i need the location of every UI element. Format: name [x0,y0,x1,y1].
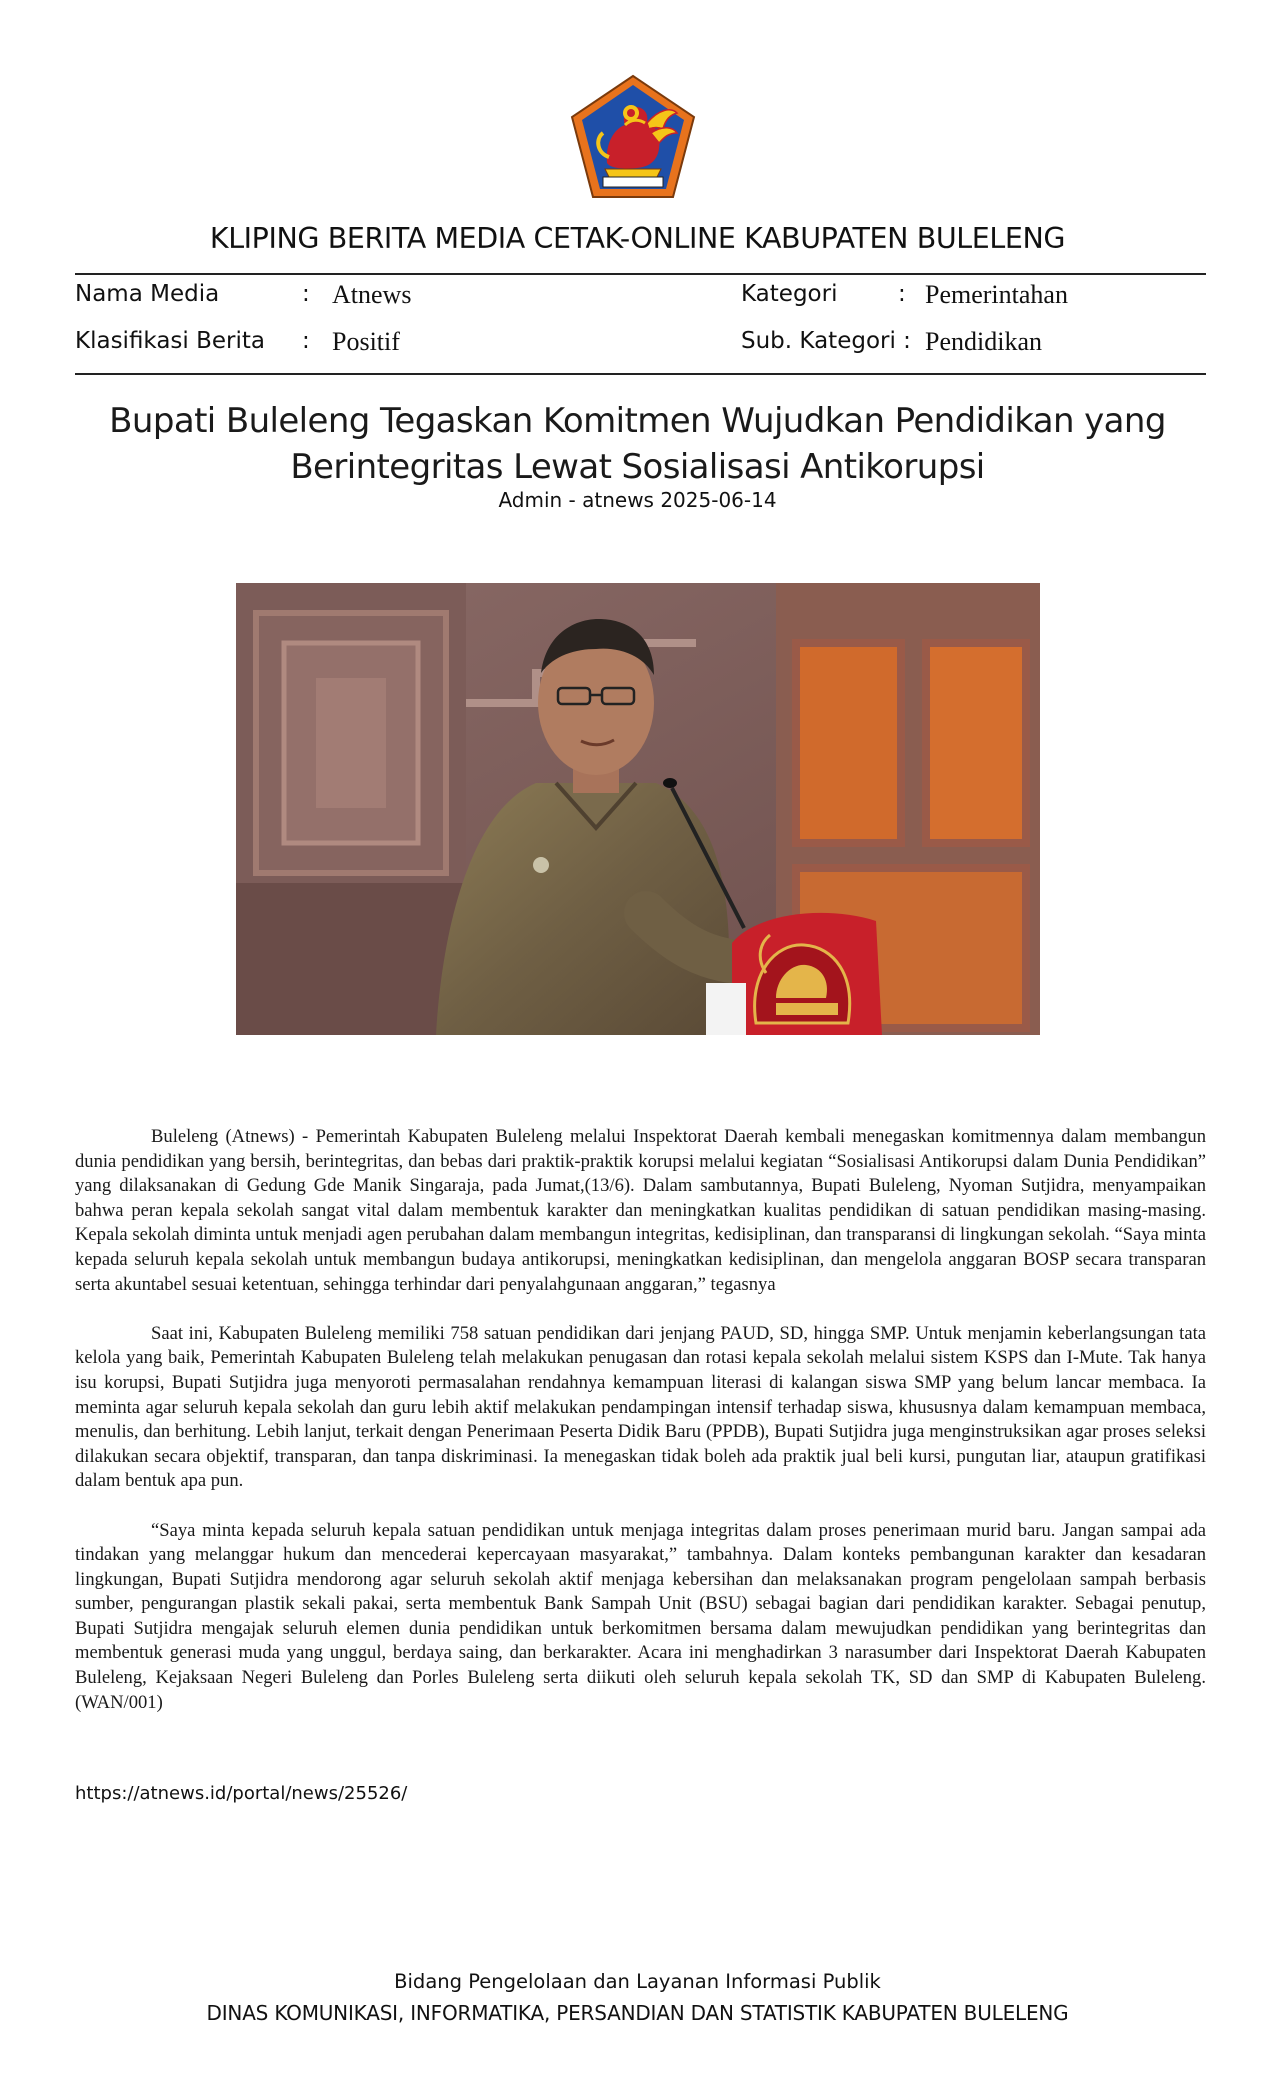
media-value: Atnews [332,280,412,309]
article-paragraph-2: Saat ini, Kabupaten Buleleng memiliki 758 satuan pendidikan dari jenjang PAUD, SD, hingga SMP. Untuk menjamin keberlangsungan tata kelola yang baik, Pemerintah Kabupaten Buleleng telah melakukan penugasan dan rotasi kepala sekolah melalui sistem KSPS dan I-Mute. Tak hanya isu korupsi, Bupati Sutjidra juga menyoroti permasalahan rendahnya kemampuan literasi di kalangan siswa SMP yang belum lancar membaca. Ia meminta agar seluruh kepala sekolah dan guru lebih aktif melakukan pendampingan intensif terhadap siswa, khususnya dalam kemampuan membaca, menulis, dan berhitung. Lebih lanjut, terkait dengan Penerimaan Peserta Didik Baru (PPDB), Bupati Sutjidra juga menginstruksikan agar proses seleksi dilakukan secara objektif, transparan, dan tanpa diskriminasi. Ia menegaskan tidak boleh ada praktik jual beli kursi, pungutan liar, ataupun gratifikasi dalam bentuk apa pun. [75,1322,1206,1492]
source-link[interactable]: https://atnews.id/portal/news/25526/ [75,1783,408,1804]
header-divider-bottom [75,373,1206,375]
article-paragraph-3: “Saya minta kepada seluruh kepala satuan pendidikan untuk menjaga integritas dalam proses penerimaan murid baru. Jangan sampai ada tindakan yang melanggar hukum dan mencederai kepercayaan masyarakat,” tambahnya. Dalam konteks pembangunan karakter dan kesadaran lingkungan, Bupati Sutjidra mendorong agar seluruh sekolah aktif menjaga kebersihan dan melaksanakan program pengelolaan sampah berbasis sumber, pengurangan plastik sekali pakai, serta membentuk Bank Sampah Unit (BSU) sebagai bagian dari pendidikan karakter. Sebagai penutup, Bupati Sutjidra mengajak seluruh elemen dunia pendidikan untuk berkomitmen bersama dalam mewujudkan pendidikan yang berintegritas dan membentuk generasi muda yang unggul, berdaya saing, dan berkarakter. Acara ini menghadirkan 3 narasumber dari Inspektorat Daerah Kabupaten Buleleng, Kejaksaan Negeri Buleleng dan Porles Buleleng serta diikuti oleh seluruh kepala sekolah TK, SD dan SMP di Kabupaten Buleleng. (WAN/001) [75,1519,1206,1713]
media-colon: : [302,281,310,307]
headline-line-1: Bupati Buleleng Tegaskan Komitmen Wujudkan Pendidikan yang [109,401,1166,441]
kategori-label: Kategori [741,281,838,307]
footer-division: Bidang Pengelolaan dan Layanan Informasi Publik [394,1970,881,1993]
subkategori-label: Sub. Kategori : [741,328,911,354]
header-divider-top [75,273,1206,275]
article-photo [236,583,1040,1035]
headline-line-2: Berintegritas Lewat Sosialisasi Antikorupsi [290,447,985,487]
media-label: Nama Media [75,281,220,307]
article-headline [60,398,1215,490]
subkategori-value: Pendidikan [925,327,1042,356]
article-paragraph-1: Buleleng (Atnews) - Pemerintah Kabupaten Buleleng melalui Inspektorat Daerah kembali menegaskan komitmennya dalam membangun dunia pendidikan yang bersih, berintegritas, dan bebas dari praktik-praktik korupsi melalui kegiatan “Sosialisasi Antikorupsi dalam Dunia Pendidikan” yang dilaksanakan di Gedung Gde Manik Singaraja, pada Jumat,(13/6). Dalam sambutannya, Bupati Buleleng, Nyoman Sutjidra, menyampaikan bahwa peran kepala sekolah sangat vital dalam membentuk karakter dan meningkatkan kualitas pendidikan di satuan pendidikan masing-masing. Kepala sekolah diminta untuk menjadi agen perubahan dalam membangun integritas, kedisiplinan, dan transparansi di lingkungan sekolah. “Saya minta kepada seluruh kepala sekolah untuk membangun budaya antikorupsi, meningkatkan kedisiplinan, dan mengelola anggaran BOSP secara transparan serta akuntabel sesuai ketentuan, sehingga terhindar dari penyalahgunaan anggaran,” tegasnya [75,1126,1206,1295]
article-byline: Admin - atnews 2025-06-14 [498,488,777,512]
klasifikasi-value: Positif [332,327,400,356]
klasifikasi-label: Klasifikasi Berita [75,328,266,354]
regent-speaking-at-podium-photo-icon [236,583,1040,1035]
kategori-colon: : [898,281,906,307]
clipping-title: KLIPING BERITA MEDIA CETAK-ONLINE KABUPATEN BULELENG [209,222,1066,255]
klasifikasi-colon: : [302,328,310,354]
article-body [75,1125,1206,1740]
kategori-value: Pemerintahan [925,280,1068,309]
regency-emblem-logo [567,73,699,201]
buleleng-emblem-icon [567,73,699,201]
footer-agency: DINAS KOMUNIKASI, INFORMATIKA, PERSANDIAN DAN STATISTIK KABUPATEN BULELENG [206,2001,1069,2025]
